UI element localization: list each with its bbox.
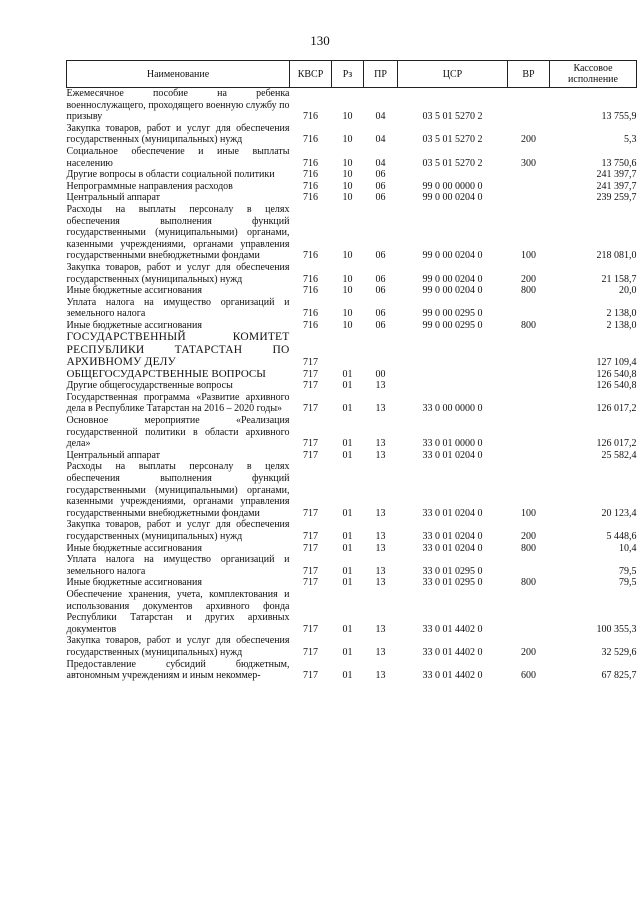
row-rz: 10 — [342, 250, 353, 262]
row-amount: 5,3 — [624, 134, 637, 146]
row-rz: 01 — [342, 449, 353, 461]
row-name: Социальное обеспечение и иные выплаты населению — [66, 145, 290, 169]
row-rz: 01 — [342, 507, 353, 519]
row-csr: 03 5 01 5270 2 — [422, 134, 483, 146]
row-csr — [398, 380, 508, 392]
table-row — [67, 181, 637, 193]
row-csr: 33 0 01 0295 0 — [422, 577, 483, 589]
row-kvsr: 716 — [303, 169, 318, 181]
row-kvsr: 717 — [303, 623, 318, 635]
row-pr: 00 — [375, 368, 386, 380]
row-rz — [332, 331, 364, 368]
table-row — [67, 88, 637, 123]
row-kvsr: 716 — [303, 157, 318, 169]
row-kvsr: 717 — [303, 507, 318, 519]
row-csr: 33 0 01 4402 0 — [422, 670, 483, 682]
table-row — [67, 192, 637, 204]
table-row — [67, 320, 637, 332]
row-csr: 03 5 01 5270 2 — [422, 111, 483, 123]
row-vr: 800 — [521, 577, 536, 589]
row-pr: 13 — [375, 623, 386, 635]
row-kvsr: 717 — [303, 403, 318, 415]
row-pr: 06 — [375, 273, 386, 285]
row-csr — [398, 331, 508, 368]
row-vr — [508, 415, 550, 450]
row-amount: 5 448,6 — [606, 531, 637, 542]
row-rz: 01 — [342, 438, 353, 450]
row-csr: 33 0 00 0000 0 — [422, 403, 483, 415]
row-csr: 33 0 01 0204 0 — [422, 507, 483, 519]
row-rz: 10 — [342, 134, 353, 146]
row-name: Другие вопросы в области социальной политики — [66, 169, 275, 181]
row-name: ОБЩЕГОСУДАРСТВЕННЫЕ ВОПРОСЫ — [66, 367, 266, 380]
header-amount: Кассовое исполнение — [550, 61, 637, 88]
row-name: Закупка товаров, работ и услуг для обеспечения государственных (муниципальных) нужд — [66, 635, 290, 658]
row-vr: 200 — [521, 134, 536, 146]
table-row — [67, 450, 637, 462]
row-name: Обеспечение хранения, учета, комплектования и использования документов архивного фонда Республики Татарстан и других архивных документов — [66, 588, 290, 635]
row-kvsr: 716 — [303, 273, 318, 285]
row-pr: 13 — [375, 380, 386, 392]
row-name: Иные бюджетные ассигнования — [66, 319, 202, 331]
row-csr: 99 0 00 0000 0 — [422, 180, 483, 192]
table-row — [67, 123, 637, 146]
table-row — [67, 589, 637, 635]
row-amount: 32 529,6 — [601, 646, 637, 658]
row-amount: 100 355,3 — [596, 623, 637, 635]
row-kvsr: 717 — [303, 670, 318, 682]
table-row — [67, 461, 637, 519]
row-csr: 33 0 01 4402 0 — [422, 646, 483, 658]
row-name: Расходы на выплаты персоналу в целях обеспечения выполнения функций государственными (муниципальными) органами, казенными учреждениями, органами управления государственными внебюджетными фондами — [66, 203, 290, 262]
row-name: ГОСУДАРСТВЕННЫЙ КОМИТЕТ РЕСПУБЛИКИ ТАТАРСТАН ПО АРХИВНОМУ ДЕЛУ — [66, 331, 290, 369]
table-row — [67, 369, 637, 381]
row-rz: 01 — [342, 368, 353, 380]
row-name: Другие общегосударственные вопросы — [66, 380, 233, 392]
row-csr: 33 0 01 0000 0 — [422, 438, 483, 450]
row-amount: 218 081,0 — [596, 250, 637, 262]
row-rz: 10 — [342, 157, 353, 169]
row-csr: 33 0 01 4402 0 — [422, 623, 483, 635]
row-csr: 33 0 01 0204 0 — [422, 542, 483, 554]
table-row — [67, 415, 637, 450]
row-pr: 06 — [375, 180, 386, 192]
table-row — [67, 392, 637, 415]
row-kvsr: 716 — [303, 134, 318, 146]
row-name: Закупка товаров, работ и услуг для обеспечения государственных (муниципальных) нужд — [66, 122, 290, 146]
header-name: Наименование — [67, 61, 290, 88]
row-pr — [364, 331, 398, 368]
row-csr — [398, 369, 508, 381]
row-vr: 200 — [521, 273, 536, 285]
row-pr: 13 — [375, 507, 386, 519]
row-vr: 600 — [521, 670, 536, 682]
row-rz: 01 — [342, 380, 353, 392]
row-name: Основное мероприятие «Реализация государственной политики в области архивного дела» — [66, 415, 290, 450]
row-csr: 03 5 01 5270 2 — [422, 157, 483, 169]
row-kvsr: 717 — [303, 368, 318, 380]
row-csr: 99 0 00 0204 0 — [422, 250, 483, 262]
row-vr — [508, 169, 550, 181]
row-rz: 01 — [342, 565, 353, 577]
row-pr: 13 — [375, 438, 386, 450]
table-row — [67, 543, 637, 555]
table-row — [67, 577, 637, 589]
row-amount: 126 540,8 — [596, 368, 637, 380]
row-kvsr: 717 — [303, 565, 318, 577]
row-name: Непрограммные направления расходов — [66, 180, 233, 192]
table-row — [67, 146, 637, 169]
row-csr: 33 0 01 0204 0 — [422, 531, 483, 542]
row-name: Иные бюджетные ассигнования — [66, 542, 202, 554]
row-pr: 13 — [375, 449, 386, 461]
row-rz: 01 — [342, 646, 353, 658]
row-name: Ежемесячное пособие на ребенка военнослужащего, проходящего военную службу по призыву — [66, 88, 290, 123]
table-row — [67, 169, 637, 181]
row-kvsr: 717 — [303, 531, 318, 542]
row-csr: 99 0 00 0204 0 — [422, 273, 483, 285]
row-csr: 33 0 01 0295 0 — [422, 565, 483, 577]
row-kvsr: 716 — [303, 192, 318, 204]
row-kvsr: 717 — [303, 577, 318, 589]
row-vr — [508, 589, 550, 635]
row-name: Закупка товаров, работ и услуг для обеспечения государственных (муниципальных) нужд — [66, 261, 290, 285]
row-name: Предоставление субсидий бюджетным, автономным учреждениям и иным некоммер- — [66, 658, 290, 682]
page-number: 130 — [310, 33, 330, 48]
row-kvsr: 716 — [303, 308, 318, 320]
row-pr: 04 — [375, 134, 386, 146]
table-row — [67, 204, 637, 262]
row-vr: 800 — [521, 319, 536, 331]
header-vr: ВР — [508, 61, 550, 88]
table-row — [67, 331, 637, 368]
table-row — [67, 659, 637, 682]
row-vr — [508, 192, 550, 204]
row-rz: 01 — [342, 670, 353, 682]
row-kvsr: 717 — [303, 357, 318, 369]
row-name: Центральный аппарат — [66, 192, 161, 204]
row-vr: 200 — [521, 531, 536, 542]
row-rz: 10 — [342, 285, 353, 297]
row-vr: 100 — [521, 507, 536, 519]
row-rz: 10 — [342, 111, 353, 123]
header-rz: Рз — [332, 61, 364, 88]
row-vr — [508, 554, 550, 577]
budget-table — [66, 60, 637, 682]
row-name: Государственная программа «Развитие архивного дела в Республике Татарстан на 2016 – 2020 годы» — [66, 391, 290, 415]
row-vr — [508, 380, 550, 392]
row-amount: 13 755,9 — [601, 111, 637, 123]
row-kvsr: 716 — [303, 111, 318, 123]
table-row — [67, 554, 637, 577]
row-vr — [508, 392, 550, 415]
row-kvsr: 717 — [303, 438, 318, 450]
row-amount: 67 825,7 — [601, 670, 637, 682]
row-amount: 13 750,6 — [601, 157, 637, 169]
row-pr: 06 — [375, 250, 386, 262]
row-amount: 2 138,0 — [606, 308, 637, 320]
row-pr: 04 — [375, 111, 386, 123]
row-pr: 13 — [375, 542, 386, 554]
row-pr: 06 — [375, 285, 386, 297]
table-body — [67, 88, 637, 682]
header-kvsr: КВСР — [290, 61, 332, 88]
row-rz: 10 — [342, 308, 353, 320]
row-amount: 2 138,0 — [606, 319, 637, 331]
row-amount: 241 397,7 — [596, 169, 637, 181]
table-row — [67, 380, 637, 392]
row-csr: 99 0 00 0295 0 — [422, 308, 483, 320]
row-amount: 241 397,7 — [596, 180, 637, 192]
row-amount: 10,4 — [619, 542, 637, 554]
row-name: Расходы на выплаты персоналу в целях обеспечения выполнения функций государственными (муниципальными) органами, казенными учреждениями, органами управления государственными внебюджетными фондами — [66, 461, 290, 519]
row-rz: 10 — [342, 192, 353, 204]
table-row — [67, 285, 637, 297]
row-kvsr: 716 — [303, 250, 318, 262]
row-pr: 13 — [375, 577, 386, 589]
row-vr — [508, 297, 550, 320]
row-vr: 200 — [521, 646, 536, 658]
row-rz: 01 — [342, 403, 353, 415]
row-vr — [508, 181, 550, 193]
row-kvsr: 716 — [303, 285, 318, 297]
row-kvsr: 716 — [303, 319, 318, 331]
row-pr: 06 — [375, 192, 386, 204]
row-pr: 04 — [375, 157, 386, 169]
row-pr: 13 — [375, 403, 386, 415]
row-name: Уплата налога на имущество организаций и земельного налога — [66, 296, 290, 320]
row-name: Уплата налога на имущество организаций и земельного налога — [66, 554, 290, 577]
table-row — [67, 297, 637, 320]
row-pr: 13 — [375, 531, 386, 542]
row-csr: 99 0 00 0204 0 — [422, 192, 483, 204]
row-pr: 13 — [375, 670, 386, 682]
header-csr: ЦСР — [398, 61, 508, 88]
row-name: Иные бюджетные ассигнования — [66, 285, 202, 297]
row-amount: 239 259,7 — [596, 192, 637, 204]
row-rz: 01 — [342, 577, 353, 589]
row-csr: 99 0 00 0204 0 — [422, 285, 483, 297]
row-vr: 300 — [521, 157, 536, 169]
row-name: Закупка товаров, работ и услуг для обеспечения государственных (муниципальных) нужд — [66, 519, 290, 542]
row-kvsr: 717 — [303, 646, 318, 658]
table-row — [67, 262, 637, 285]
row-name: Центральный аппарат — [66, 449, 161, 461]
row-csr — [398, 169, 508, 181]
row-csr: 99 0 00 0295 0 — [422, 319, 483, 331]
row-csr: 33 0 01 0204 0 — [422, 449, 483, 461]
row-kvsr: 717 — [303, 542, 318, 554]
row-vr — [508, 369, 550, 381]
row-amount: 126 540,8 — [596, 380, 637, 392]
row-rz: 10 — [342, 180, 353, 192]
row-amount: 20,0 — [619, 285, 637, 297]
row-amount: 79,5 — [619, 565, 637, 577]
row-rz: 10 — [342, 273, 353, 285]
row-rz: 01 — [342, 531, 353, 542]
row-vr — [508, 88, 550, 123]
row-rz: 10 — [342, 169, 353, 181]
row-name: Иные бюджетные ассигнования — [66, 577, 202, 589]
row-amount: 126 017,2 — [596, 403, 637, 415]
row-amount: 21 158,7 — [601, 273, 637, 285]
row-pr: 13 — [375, 646, 386, 658]
row-kvsr: 717 — [303, 380, 318, 392]
row-amount: 20 123,4 — [601, 507, 637, 519]
table-row — [67, 635, 637, 658]
row-vr — [508, 331, 550, 368]
table-header-row — [67, 61, 637, 88]
row-amount: 79,5 — [619, 577, 637, 589]
row-pr: 06 — [375, 169, 386, 181]
header-pr: ПР — [364, 61, 398, 88]
row-rz: 01 — [342, 542, 353, 554]
row-pr: 13 — [375, 565, 386, 577]
row-vr: 100 — [521, 250, 536, 262]
row-rz: 10 — [342, 319, 353, 331]
row-pr: 06 — [375, 308, 386, 320]
row-vr: 800 — [521, 285, 536, 297]
row-kvsr: 716 — [303, 180, 318, 192]
row-vr — [508, 450, 550, 462]
table-row — [67, 519, 637, 542]
row-amount: 126 017,2 — [596, 438, 637, 450]
row-rz: 01 — [342, 623, 353, 635]
row-amount: 127 109,4 — [596, 357, 637, 369]
row-pr: 06 — [375, 319, 386, 331]
row-vr: 800 — [521, 542, 536, 554]
row-amount: 25 582,4 — [601, 449, 637, 461]
row-kvsr: 717 — [303, 449, 318, 461]
